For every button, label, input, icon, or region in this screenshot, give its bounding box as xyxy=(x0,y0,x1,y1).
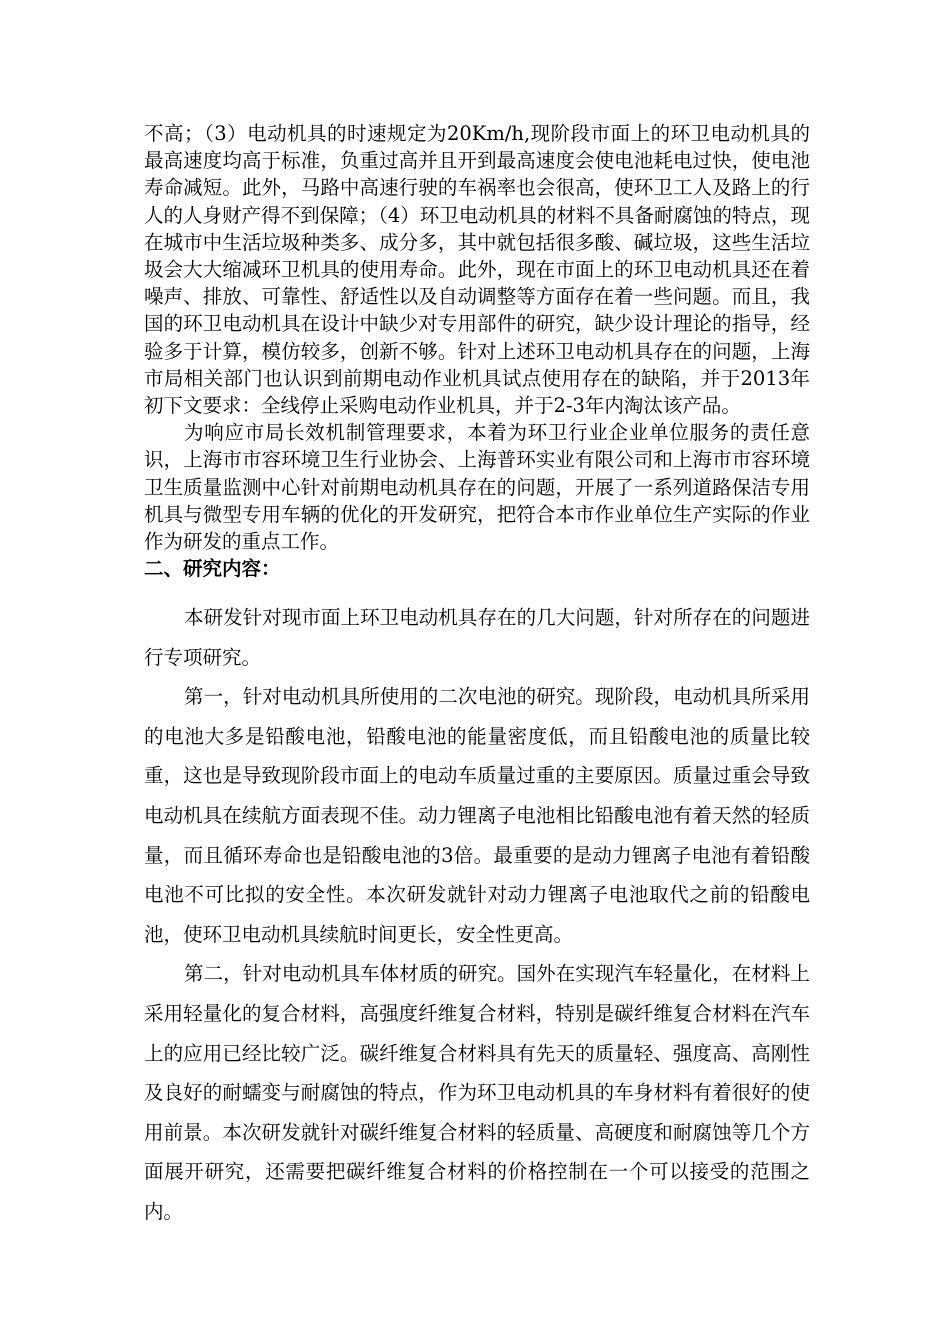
paragraph-material-research: 第二，针对电动机具车体材质的研究。国外在实现汽车轻量化，在材料上采用轻量化的复合材料，高强度纤维复合材料，特别是碳纤维复合材料在汽车上的应用已经比较广泛。碳纤维复合材料具有先天的质量轻、强度高、高刚性及良好的耐蠕变与耐腐蚀的特点，作为环卫电动机具的车身材料有着很好的使用前景。本次研发就针对碳纤维复合材料的轻质量、高硬度和耐腐蚀等几个方面展开研究，还需要把碳纤维复合材料的价格控制在一个可以接受的范围之内。 xyxy=(144,962,810,1223)
paragraph-response: 为响应市局长效机制管理要求，本着为环卫行业企业单位服务的责任意识，上海市市容环境卫生行业协会、上海普环实业有限公司和上海市市容环境卫生质量监测中心针对前期电动机具存在的问题，开展了一系列道路保洁专用机具与微型专用车辆的优化的开发研究，把符合本市作业单位生产实际的作业作为研发的重点工作。 xyxy=(144,421,810,554)
loose-text-block xyxy=(144,598,810,1232)
section-heading: 二、研究内容： xyxy=(144,557,281,581)
paragraph-battery-research: 第一，针对电动机具所使用的二次电池的研究。现阶段，电动机具所采用的电池大多是铅酸电池，铅酸电池的能量密度低，而且铅酸电池的质量比较重，这也是导致现阶段市面上的电动车质量过重的主要原因。质量过重会导致电动机具在续航方面表现不佳。动力锂离子电池相比铅酸电池有着天然的轻质量，而且循环寿命也是铅酸电池的3倍。最重要的是动力锂离子电池有着铅酸电池不可比拟的安全性。本次研发就针对动力锂离子电池取代之前的铅酸电池，使环卫电动机具续航时间更长，安全性更高。 xyxy=(144,685,810,946)
dense-text-block xyxy=(144,120,810,582)
paragraph-intro: 本研发针对现市面上环卫电动机具存在的几大问题，针对所存在的问题进行专项研究。 xyxy=(144,606,810,669)
paragraph-problems-continued: 不高；（3）电动机具的时速规定为20Km/h,现阶段市面上的环卫电动机具的最高速度均高于标准，负重过高并且开到最高速度会使电池耗电过快，使电池寿命减短。此外，马路中高速行驶的车祸率也会很高，使环卫工人及路上的行人的人身财产得不到保障；（4）环卫电动机具的材料不具备耐腐蚀的特点，现在城市中生活垃圾种类多、成分多，其中就包括很多酸、碱垃圾，这些生活垃圾会大大缩减环卫机具的使用寿命。此外，现在市面上的环卫电动机具还在着噪声、排放、可靠性、舒适性以及自动调整等方面存在着一些问题。而且，我国的环卫电动机具在设计中缺少对专用部件的研究，缺少设计理论的指导，经验多于计算，模仿较多，创新不够。针对上述环卫电动机具存在的问题，上海市局相关部门也认识到前期电动作业机具试点使用存在的缺陷，并于2013年初下文要求：全线停止采购电动作业机具，并于2-3年内淘汰该产品。 xyxy=(144,122,810,418)
